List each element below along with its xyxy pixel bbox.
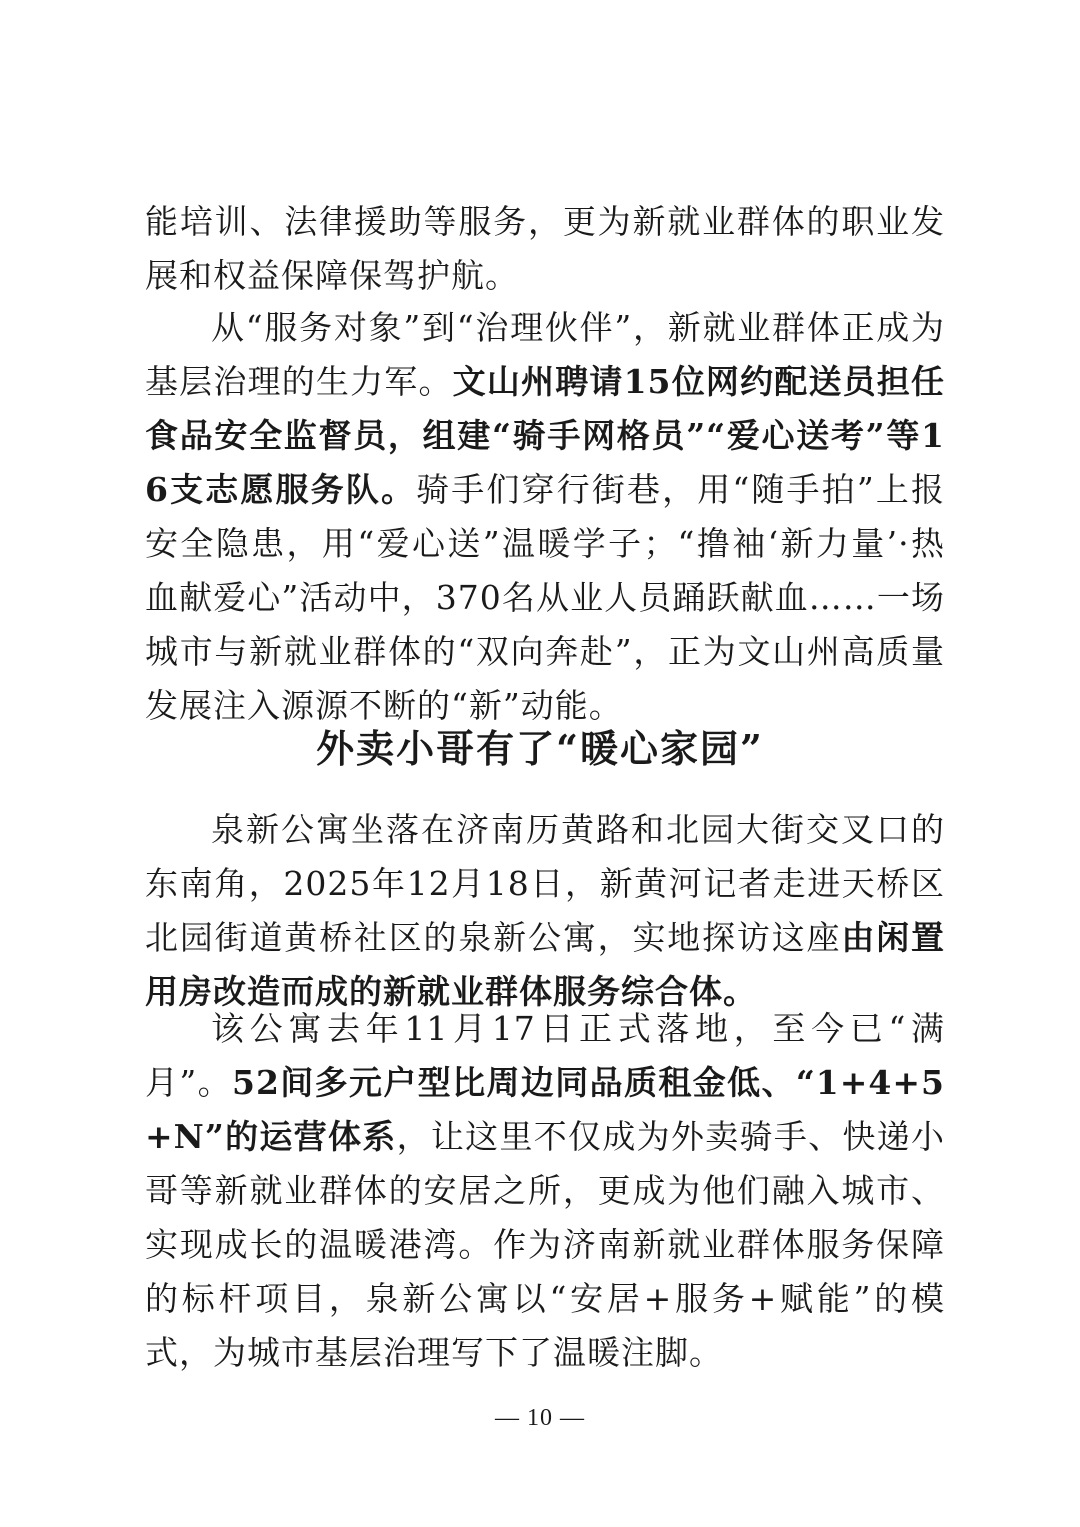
section-heading: 外卖小哥有了“暖心家园”: [316, 726, 764, 771]
page-number: — 10 —: [495, 1405, 585, 1431]
paragraph-2-bold-text: 文山州聘请15位网约配送员担任食品安全监督员，组建“骑手网格员”“爱心送考”等16支志愿服务队。: [145, 362, 945, 509]
paragraph-3-bold-text: 由闲置用房改造而成的新就业群体服务综合体。: [145, 918, 946, 1011]
paragraph-4-text-end: ，让这里不仅成为外卖骑手、快递小哥等新就业群体的安居之所，更成为他们融入城市、实现成长的温暖港湾。作为济南新就业群体服务保障的标杆项目，泉新公寓以“安居+服务+赋能”的模式，为城市基层治理写下了温暖注脚。: [145, 1117, 946, 1372]
paragraph-apartment-intro: [145, 803, 945, 1019]
paragraph-2-text: 从“服务对象”到“治理伙伴”，新就业群体正成为基层治理的生力军。: [145, 308, 945, 401]
paragraph-continuation: [145, 195, 945, 303]
paragraph-apartment-details: [145, 1002, 945, 1380]
paragraph-4-text: 该公寓去年11月17日正式落地，至今已“满月”。: [145, 1009, 945, 1102]
paragraph-governance-partners: [145, 301, 945, 733]
paragraph-3-text: 泉新公寓坐落在济南历黄路和北园大街交叉口的东南角，2025年12月18日，新黄河记者走进天桥区北园街道黄桥社区的泉新公寓，实地探访这座: [145, 810, 945, 957]
paragraph-1-text: 能培训、法律援助等服务，更为新就业群体的职业发展和权益保障保驾护航。: [145, 202, 945, 295]
paragraph-2-text-end: 骑手们穿行街巷，用“随手拍”上报安全隐患，用“爱心送”温暖学子；“撸袖‘新力量’·热血献爱心”活动中，370名从业人员踊跃献血……一场城市与新就业群体的“双向奔赴”，正为文山州高质量发展注入源源不断的“新”动能。: [145, 470, 945, 725]
paragraph-4-bold-text: 52间多元户型比周边同品质租金低、“1+4+5+N”的运营体系: [145, 1063, 945, 1156]
